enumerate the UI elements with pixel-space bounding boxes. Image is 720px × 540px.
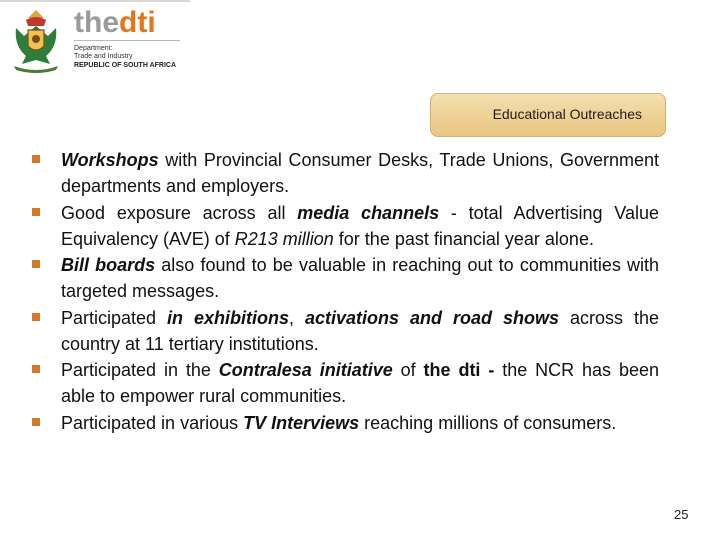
bullet-text-segment: Participated in various (61, 412, 244, 433)
bullet-text-segment: - total Advertising Value Equivalency (AVE) of (61, 202, 659, 249)
bullet-item (32, 305, 659, 357)
bullet-text-segment: across the country at 11 tertiary institutions. (61, 307, 659, 354)
bullet-text-segment: Participated (61, 307, 168, 328)
department-label (74, 45, 176, 70)
bullet-text-segment: activations and road shows (305, 307, 559, 328)
bullet-text-segment: of (392, 360, 424, 380)
bullet-text-segment: Participated in the (61, 360, 219, 380)
brand-logo-text (74, 8, 156, 38)
bullet-text-segment: R213 million (234, 228, 334, 249)
bullet-text-segment: the NCR has been able to empower rural communities. (61, 360, 659, 406)
country-line: REPUBLIC OF SOUTH AFRICA (74, 61, 177, 69)
bullet-list (32, 147, 659, 436)
brand-the: the (74, 6, 119, 39)
bullet-item (32, 357, 659, 409)
bullet-item (32, 147, 659, 199)
department-line-2: Trade and Industry (74, 53, 133, 61)
bullet-text-segment: media channels (297, 202, 440, 223)
section-title: Educational Outreaches (492, 106, 642, 122)
bullet-text-segment: in exhibitions (167, 307, 290, 328)
bullet-text-segment: the dti - (423, 360, 495, 380)
bullet-item (32, 252, 659, 304)
bullet-text-segment: Workshops (61, 150, 159, 170)
bullet-item (32, 410, 659, 436)
brand-divider (74, 40, 180, 41)
bullet-text-segment: TV Interviews (243, 412, 360, 433)
bullet-text-segment: also found to be valuable in reaching out to communities with targeted messages. (61, 255, 659, 301)
brand-dti: dti (119, 6, 156, 39)
bullet-text-segment: Good exposure across all (61, 202, 298, 223)
bullet-text-segment: Contralesa initiative (218, 360, 393, 380)
coat-of-arms-icon (8, 6, 64, 74)
bullet-text-segment: Bill boards (61, 255, 156, 275)
bullet-text-segment: , (289, 307, 305, 328)
bullet-item (32, 200, 659, 252)
page-number: 25 (674, 507, 689, 522)
bullet-text-segment: for the past financial year alone. (333, 228, 594, 249)
section-banner (430, 93, 666, 137)
department-line-1: Department: (74, 45, 113, 52)
bullet-text-segment: reaching millions of consumers. (359, 412, 617, 433)
bullet-text-segment: with Provincial Consumer Desks, Trade Unions, Government departments and employers. (61, 150, 659, 196)
header-rule (0, 0, 190, 2)
